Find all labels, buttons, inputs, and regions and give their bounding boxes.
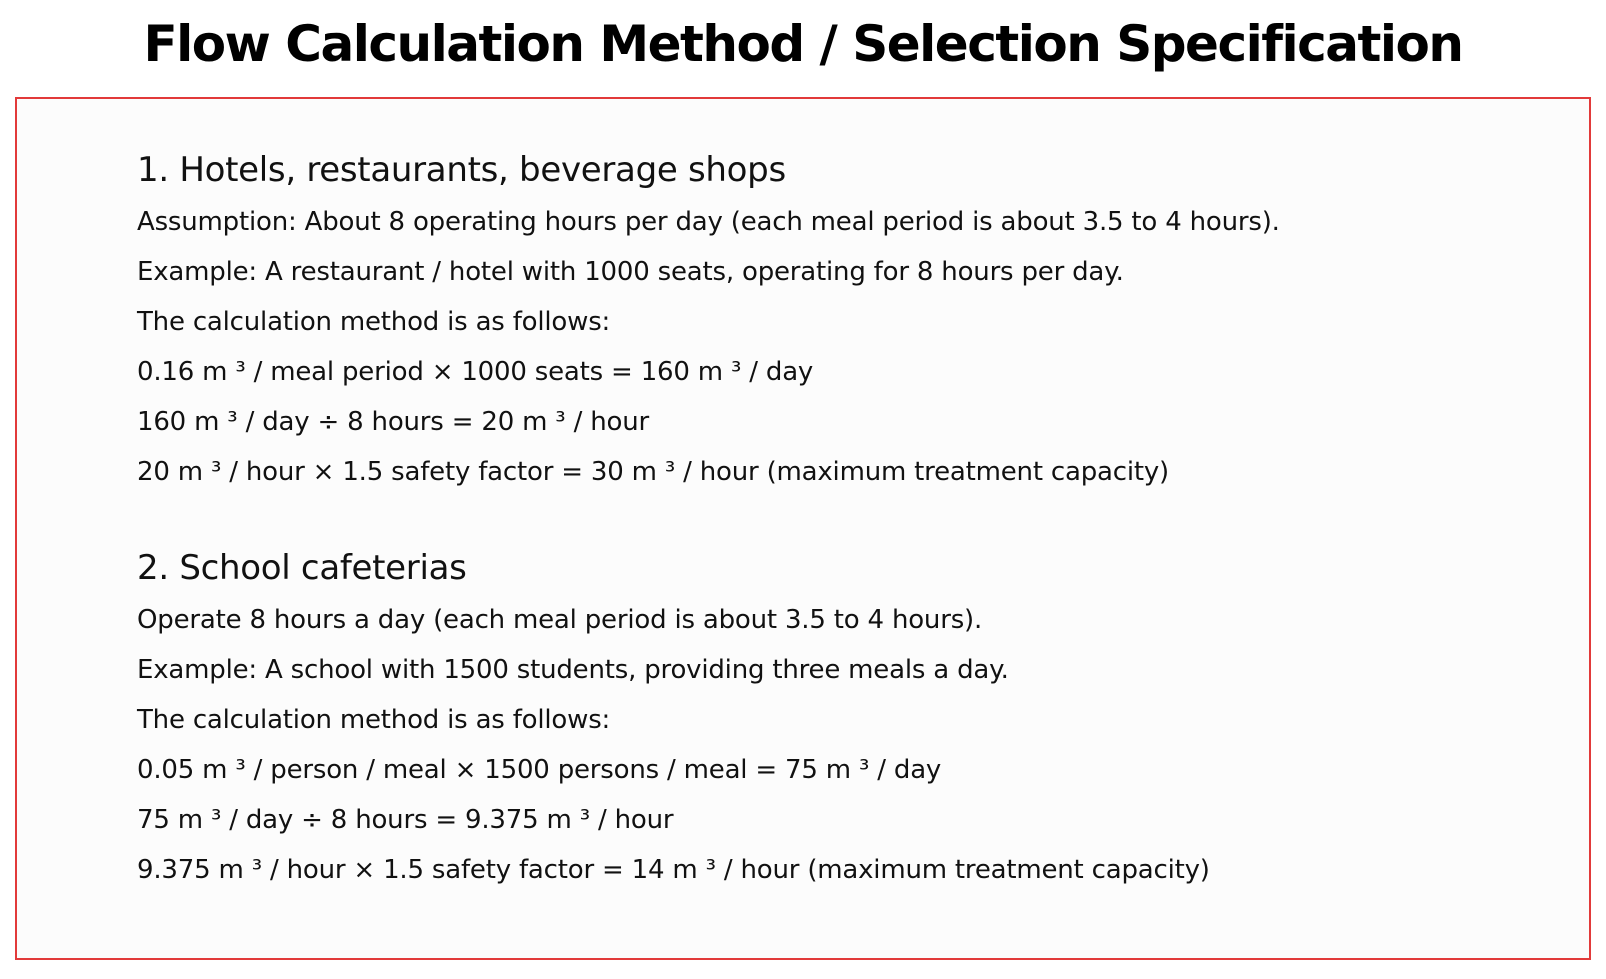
page-title: Flow Calculation Method / Selection Specification [143, 15, 1463, 73]
method-intro-line: The calculation method is as follows: [137, 307, 611, 337]
calculation-line: 0.05 m ³ / person / meal × 1500 persons / meal = 75 m ³ / day [137, 755, 942, 785]
section-hotels-restaurants [137, 143, 1537, 497]
section-heading: 1. Hotels, restaurants, beverage shops [137, 150, 786, 190]
example-line: Example: A school with 1500 students, providing three meals a day. [137, 655, 1009, 685]
calculation-line: 9.375 m ³ / hour × 1.5 safety factor = 14 m ³ / hour (maximum treatment capacity) [137, 855, 1210, 885]
assumption-line: Assumption: About 8 operating hours per day (each meal period is about 3.5 to 4 hours). [137, 207, 1280, 237]
example-line: Example: A restaurant / hotel with 1000 seats, operating for 8 hours per day. [137, 257, 1124, 287]
method-intro-line: The calculation method is as follows: [137, 705, 611, 735]
content-body [137, 143, 1537, 895]
content-frame [15, 97, 1591, 960]
calculation-line: 0.16 m ³ / meal period × 1000 seats = 160 m ³ / day [137, 357, 814, 387]
calculation-line: 75 m ³ / day ÷ 8 hours = 9.375 m ³ / hour [137, 805, 674, 835]
assumption-line: Operate 8 hours a day (each meal period is about 3.5 to 4 hours). [137, 605, 983, 635]
calculation-line: 160 m ³ / day ÷ 8 hours = 20 m ³ / hour [137, 407, 649, 437]
section-heading: 2. School cafeterias [137, 548, 467, 588]
calculation-line: 20 m ³ / hour × 1.5 safety factor = 30 m ³ / hour (maximum treatment capacity) [137, 457, 1169, 487]
section-school-cafeterias [137, 541, 1537, 895]
